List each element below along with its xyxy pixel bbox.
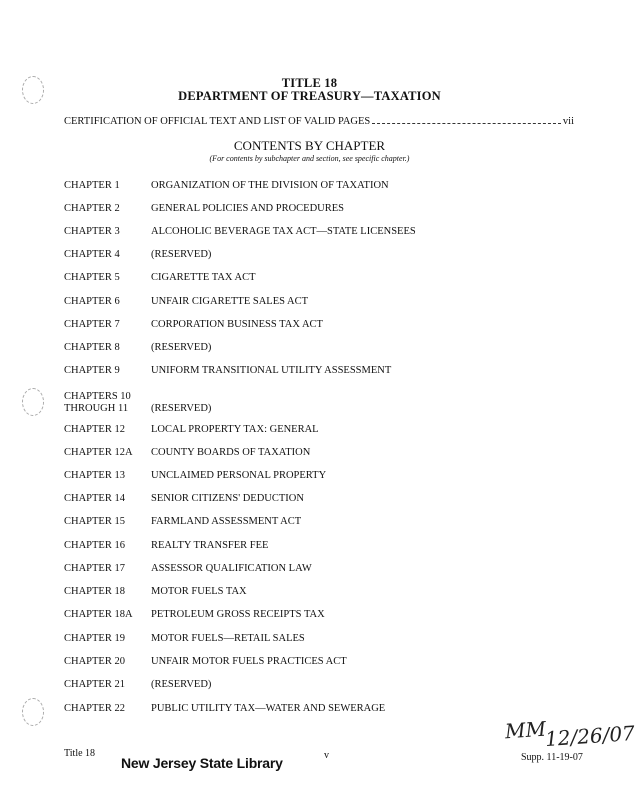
handwritten-date: 12/26/07	[544, 720, 636, 752]
contents-note: (For contents by subchapter and section, see specific chapter.)	[209, 154, 410, 163]
chapter-title[interactable]: REALTY TRANSFER FEE	[151, 540, 269, 551]
chapter-title[interactable]: UNFAIR CIGARETTE SALES ACT	[151, 296, 309, 307]
chapter-number: CHAPTER 19	[64, 633, 125, 644]
chapter-number: CHAPTER 18A	[64, 609, 133, 620]
chapter-number: CHAPTER 6	[64, 296, 120, 307]
chapter-title[interactable]: PETROLEUM GROSS RECEIPTS TAX	[151, 609, 325, 620]
chapter-number: CHAPTERS 10	[64, 391, 131, 402]
chapter-title[interactable]: COUNTY BOARDS OF TAXATION	[151, 447, 311, 458]
chapter-number: CHAPTER 21	[64, 679, 125, 690]
punch-hole-bottom	[22, 698, 44, 726]
certification-text: CERTIFICATION OF OFFICIAL TEXT AND LIST OF VALID PAGES	[64, 116, 371, 127]
chapter-title[interactable]: ASSESSOR QUALIFICATION LAW	[151, 563, 312, 574]
page-subtitle: DEPARTMENT OF TREASURY—TAXATION	[178, 89, 441, 103]
punch-hole-middle	[22, 388, 44, 416]
chapter-number: CHAPTER 1	[64, 180, 120, 191]
chapter-number: CHAPTER 13	[64, 470, 125, 481]
chapter-number: CHAPTER 15	[64, 516, 125, 527]
chapter-number: CHAPTER 3	[64, 226, 120, 237]
chapter-title[interactable]: MOTOR FUELS TAX	[151, 586, 247, 597]
chapter-title[interactable]: UNFAIR MOTOR FUELS PRACTICES ACT	[151, 656, 347, 667]
chapter-number: CHAPTER 2	[64, 203, 120, 214]
chapter-number: CHAPTER 5	[64, 272, 120, 283]
chapter-number-continued: THROUGH 11	[64, 403, 129, 414]
chapter-title[interactable]: ALCOHOLIC BEVERAGE TAX ACT—STATE LICENSEES	[151, 226, 416, 237]
chapter-number: CHAPTER 17	[64, 563, 125, 574]
chapter-number: CHAPTER 12A	[64, 447, 133, 458]
chapter-title[interactable]: CORPORATION BUSINESS TAX ACT	[151, 319, 323, 330]
chapter-title[interactable]: LOCAL PROPERTY TAX: GENERAL	[151, 424, 319, 435]
chapter-title[interactable]: UNCLAIMED PERSONAL PROPERTY	[151, 470, 327, 481]
chapter-title[interactable]: (RESERVED)	[151, 249, 212, 260]
dot-leader	[372, 123, 561, 124]
chapter-number: CHAPTER 9	[64, 365, 120, 376]
chapter-title[interactable]: (RESERVED)	[151, 403, 212, 414]
chapter-number: CHAPTER 8	[64, 342, 120, 353]
chapter-title[interactable]: UNIFORM TRANSITIONAL UTILITY ASSESSMENT	[151, 365, 392, 376]
certification-page: vii	[562, 116, 574, 127]
chapter-title[interactable]: ORGANIZATION OF THE DIVISION OF TAXATION	[151, 180, 389, 191]
chapter-title[interactable]: PUBLIC UTILITY TAX—WATER AND SEWERAGE	[151, 703, 386, 714]
handwritten-initials: MM	[504, 716, 547, 744]
footer-page-number: v	[324, 750, 329, 761]
chapter-title[interactable]: FARMLAND ASSESSMENT ACT	[151, 516, 302, 527]
footer-supplement: Supp. 11-19-07	[521, 752, 583, 763]
chapter-number: CHAPTER 12	[64, 424, 125, 435]
library-stamp: New Jersey State Library	[121, 755, 283, 771]
chapter-number: CHAPTER 16	[64, 540, 125, 551]
chapter-number: CHAPTER 14	[64, 493, 125, 504]
contents-heading: CONTENTS BY CHAPTER	[233, 138, 386, 153]
chapter-title[interactable]: (RESERVED)	[151, 679, 212, 690]
chapter-title[interactable]: GENERAL POLICIES AND PROCEDURES	[151, 203, 344, 214]
chapter-title[interactable]: MOTOR FUELS—RETAIL SALES	[151, 633, 305, 644]
chapter-title[interactable]: SENIOR CITIZENS' DEDUCTION	[151, 493, 304, 504]
chapter-number: CHAPTER 7	[64, 319, 120, 330]
chapter-number: CHAPTER 4	[64, 249, 120, 260]
chapter-number: CHAPTER 22	[64, 703, 125, 714]
certification-row[interactable]	[64, 116, 574, 130]
page-title: TITLE 18	[281, 76, 338, 90]
chapter-number: CHAPTER 20	[64, 656, 125, 667]
chapter-title[interactable]: (RESERVED)	[151, 342, 212, 353]
chapter-number: CHAPTER 18	[64, 586, 125, 597]
chapter-title[interactable]: CIGARETTE TAX ACT	[151, 272, 256, 283]
footer-title: Title 18	[64, 748, 96, 759]
